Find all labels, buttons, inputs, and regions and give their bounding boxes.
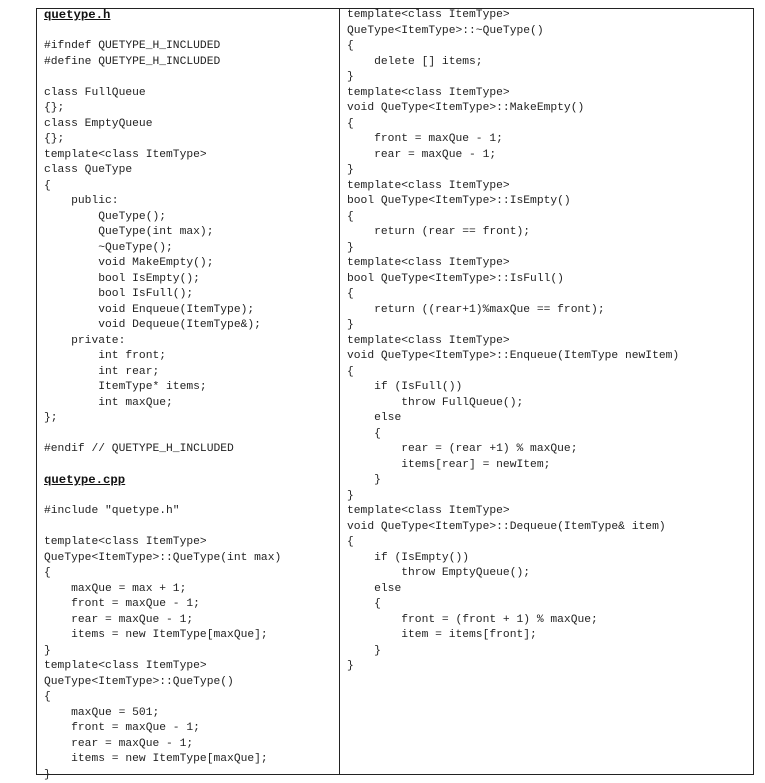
code-line: template<class ItemType> <box>44 659 281 675</box>
code-line: class QueType <box>44 163 281 179</box>
code-line: void Enqueue(ItemType); <box>44 303 281 319</box>
source-file-title: quetype.cpp <box>44 473 281 489</box>
code-line <box>44 427 281 443</box>
code-line: if (IsEmpty()) <box>347 551 679 567</box>
code-line: bool IsFull(); <box>44 287 281 303</box>
source-file-code <box>44 489 281 783</box>
code-line: { <box>347 427 679 443</box>
code-line: } <box>347 489 679 505</box>
code-line <box>44 24 281 40</box>
code-line: ItemType* items; <box>44 380 281 396</box>
code-line: template<class ItemType> <box>347 86 679 102</box>
code-line: } <box>347 659 679 675</box>
code-line: bool IsEmpty(); <box>44 272 281 288</box>
code-line: bool QueType<ItemType>::IsFull() <box>347 272 679 288</box>
code-line: { <box>347 597 679 613</box>
code-line: QueType(); <box>44 210 281 226</box>
code-line: delete [] items; <box>347 55 679 71</box>
code-line: ~QueType(); <box>44 241 281 257</box>
code-line: template<class ItemType> <box>44 535 281 551</box>
code-line: front = (front + 1) % maxQue; <box>347 613 679 629</box>
code-line: private: <box>44 334 281 350</box>
code-line: else <box>347 411 679 427</box>
code-line: items = new ItemType[maxQue]; <box>44 628 281 644</box>
code-line: { <box>347 365 679 381</box>
code-line: return (rear == front); <box>347 225 679 241</box>
code-line: } <box>44 768 281 783</box>
code-line: { <box>44 690 281 706</box>
code-line: template<class ItemType> <box>347 504 679 520</box>
code-line: items = new ItemType[maxQue]; <box>44 752 281 768</box>
code-line: {}; <box>44 132 281 148</box>
code-line: void Dequeue(ItemType&); <box>44 318 281 334</box>
code-line: void QueType<ItemType>::MakeEmpty() <box>347 101 679 117</box>
code-line: QueType<ItemType>::QueType() <box>44 675 281 691</box>
right-column-code <box>347 8 679 675</box>
code-line: class FullQueue <box>44 86 281 102</box>
code-line: } <box>347 644 679 660</box>
code-line: rear = maxQue - 1; <box>347 148 679 164</box>
code-line: rear = (rear +1) % maxQue; <box>347 442 679 458</box>
code-line: public: <box>44 194 281 210</box>
code-line: } <box>44 644 281 660</box>
code-line: { <box>347 117 679 133</box>
code-line: {}; <box>44 101 281 117</box>
code-line: front = maxQue - 1; <box>347 132 679 148</box>
left-code-column <box>44 8 281 783</box>
code-line: template<class ItemType> <box>347 8 679 24</box>
code-line: void MakeEmpty(); <box>44 256 281 272</box>
code-line: { <box>44 179 281 195</box>
code-line: { <box>44 566 281 582</box>
code-line: if (IsFull()) <box>347 380 679 396</box>
code-line: } <box>347 241 679 257</box>
header-file-code <box>44 24 281 474</box>
code-line: QueType<ItemType>::~QueType() <box>347 24 679 40</box>
code-line: throw FullQueue(); <box>347 396 679 412</box>
code-line: template<class ItemType> <box>347 179 679 195</box>
code-line: #include "quetype.h" <box>44 504 281 520</box>
code-line: int maxQue; <box>44 396 281 412</box>
code-line: } <box>347 318 679 334</box>
column-divider <box>339 8 340 775</box>
code-line: template<class ItemType> <box>44 148 281 164</box>
code-line: } <box>347 70 679 86</box>
code-line: } <box>347 473 679 489</box>
code-line: { <box>347 535 679 551</box>
code-line: else <box>347 582 679 598</box>
code-line: { <box>347 287 679 303</box>
header-file-title: quetype.h <box>44 8 281 24</box>
code-line <box>44 458 281 474</box>
code-line: front = maxQue - 1; <box>44 721 281 737</box>
code-line: template<class ItemType> <box>347 334 679 350</box>
code-line: #define QUETYPE_H_INCLUDED <box>44 55 281 71</box>
code-line: bool QueType<ItemType>::IsEmpty() <box>347 194 679 210</box>
code-line: class EmptyQueue <box>44 117 281 133</box>
code-line: throw EmptyQueue(); <box>347 566 679 582</box>
right-code-column <box>347 8 679 675</box>
code-line: #ifndef QUETYPE_H_INCLUDED <box>44 39 281 55</box>
code-line: { <box>347 210 679 226</box>
code-line: QueType<ItemType>::QueType(int max) <box>44 551 281 567</box>
code-line: }; <box>44 411 281 427</box>
code-line: #endif // QUETYPE_H_INCLUDED <box>44 442 281 458</box>
code-line: rear = maxQue - 1; <box>44 613 281 629</box>
code-line: return ((rear+1)%maxQue == front); <box>347 303 679 319</box>
code-line: void QueType<ItemType>::Dequeue(ItemType& item) <box>347 520 679 536</box>
code-line: maxQue = max + 1; <box>44 582 281 598</box>
code-line: void QueType<ItemType>::Enqueue(ItemType newItem) <box>347 349 679 365</box>
code-line: maxQue = 501; <box>44 706 281 722</box>
code-line <box>44 489 281 505</box>
code-line: { <box>347 39 679 55</box>
code-line <box>44 70 281 86</box>
code-line: items[rear] = newItem; <box>347 458 679 474</box>
code-line: int front; <box>44 349 281 365</box>
code-line: item = items[front]; <box>347 628 679 644</box>
code-line: QueType(int max); <box>44 225 281 241</box>
code-line: front = maxQue - 1; <box>44 597 281 613</box>
code-line <box>44 520 281 536</box>
code-line: template<class ItemType> <box>347 256 679 272</box>
code-line: rear = maxQue - 1; <box>44 737 281 753</box>
code-line: int rear; <box>44 365 281 381</box>
code-line: } <box>347 163 679 179</box>
